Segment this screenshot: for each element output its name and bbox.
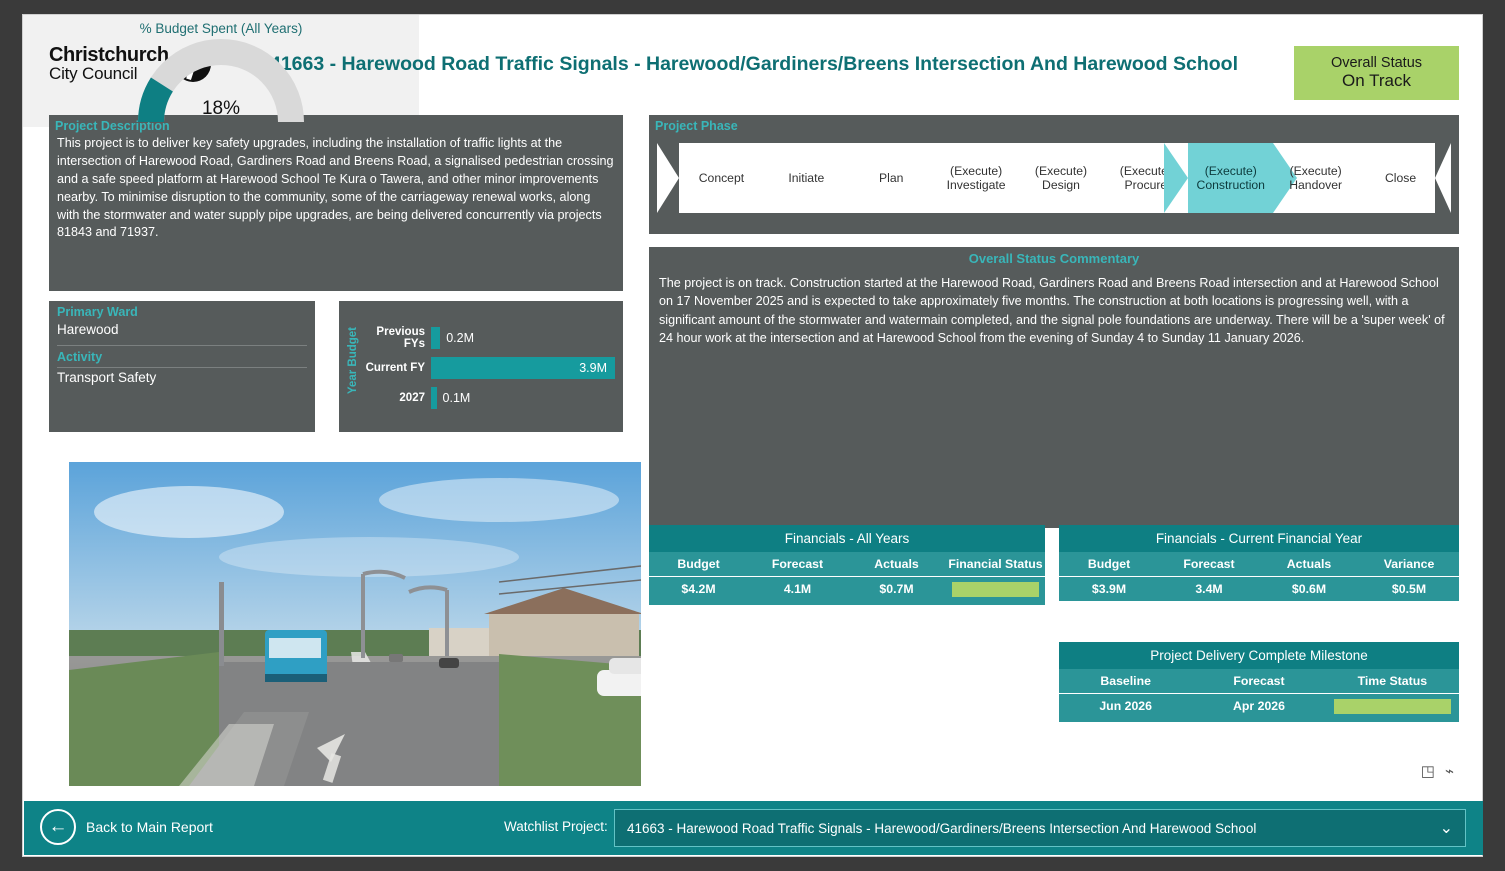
primary-ward-label: Primary Ward	[57, 305, 138, 319]
primary-ward-value: Harewood	[57, 322, 119, 337]
financials-all-years-header-row	[649, 552, 1045, 576]
cell-budget: $3.9M	[1059, 576, 1159, 601]
project-description-text: This project is to deliver key safety upgrades, including the installation of traffic lights at the intersection of Harewood Road, Gardiners Road and Breens Road, a signalised pedestrian crossing and a safe speed platform at Harewood School Te Kura o Tawera, and other minor improvements nearby. To minimise disruption to the community, some of the carriageway renewal works, along with the stormwater and water supply pipe upgrades, are being delivered concurrently via projects 81843 and 71937.	[57, 136, 614, 240]
cell-actuals: $0.7M	[847, 576, 946, 605]
year-budget-value: 0.1M	[442, 391, 471, 405]
gauge-title: % Budget Spent (All Years)	[139, 21, 303, 36]
page-title: 41663 - Harewood Road Traffic Signals - Harewood/Gardiners/Breens Intersection And Harewood School	[269, 53, 1238, 75]
column-header: Actuals	[1286, 557, 1332, 571]
year-budget-rows	[365, 323, 615, 413]
table-row	[1059, 576, 1459, 601]
phase-step-label-primary: (Execute)	[1289, 163, 1342, 178]
cell-forecast: 3.4M	[1159, 576, 1259, 601]
activity-value: Transport Safety	[57, 370, 157, 385]
watchlist-project-select[interactable]	[614, 809, 1466, 847]
column-header: Forecast	[1183, 557, 1235, 571]
column-header: Variance	[1383, 557, 1435, 571]
cell-actuals: $0.6M	[1259, 576, 1359, 601]
column-header: Financial Status	[948, 557, 1043, 571]
phase-step-label-secondary: Design	[1042, 178, 1080, 192]
phase-step-label-primary: Plan	[879, 170, 904, 185]
report-footer	[24, 801, 1483, 855]
table-row	[649, 576, 1045, 605]
phase-step-label-secondary: Handover	[1289, 178, 1343, 192]
cell-forecast: Apr 2026	[1192, 693, 1325, 722]
phase-step-4[interactable]	[934, 143, 1019, 213]
cell-forecast: 4.1M	[748, 576, 847, 605]
phase-step-label-primary: (Execute)	[1204, 163, 1257, 178]
year-budget-bar	[431, 357, 615, 379]
column-header: Actuals	[874, 557, 919, 571]
year-budget-row	[365, 323, 615, 353]
back-arrow-icon[interactable]: ←	[40, 809, 76, 845]
column-header: Budget	[1087, 557, 1131, 571]
financials-current-fy-header-row	[1059, 552, 1459, 576]
column-header: Forecast	[771, 557, 824, 571]
milestone-header-row	[1059, 669, 1459, 693]
project-photo	[69, 462, 641, 786]
year-budget-bar	[431, 327, 440, 349]
commentary-text: The project is on track. Construction started at the Harewood Road, Gardiners Road and Breens Road intersection and at Harewood School on 17 November 2025 and is expected to take approximately five months. The construction at both locations is progressing well, with a significant amount of the stormwater and watermain completed, and the signal pole foundations are underway. There will be a 'super week' of 24 hour work at the intersection and at Harewood School from the evening of Sunday 4 to Sunday 11 January 2026.	[659, 276, 1445, 345]
cell-variance: $0.5M	[1359, 576, 1459, 601]
org-name-line2: City Council	[49, 64, 138, 83]
phase-step-label-secondary: Construction	[1196, 178, 1265, 192]
phase-step-5[interactable]	[1019, 143, 1104, 213]
financials-current-fy-title: Financials - Current Financial Year	[1059, 525, 1459, 552]
project-phase-steps	[657, 143, 1451, 213]
cell-budget: $4.2M	[649, 576, 748, 605]
year-budget-bar-wrap	[431, 357, 615, 379]
status-badge	[1294, 46, 1459, 100]
year-budget-row	[365, 383, 615, 413]
year-budget-row-label: Previous FYs	[376, 326, 425, 350]
year-budget-row	[365, 353, 615, 383]
column-header: Baseline	[1100, 674, 1151, 688]
phase-step-7[interactable]	[1188, 143, 1273, 213]
status-badge-label: Overall Status	[1330, 55, 1423, 71]
gauge-arc	[137, 38, 305, 124]
phase-step-label-secondary: Investigate	[946, 178, 1006, 192]
phase-step-1[interactable]	[679, 143, 764, 213]
overall-status-commentary-panel	[649, 247, 1459, 528]
back-to-main-report-button[interactable]	[40, 809, 213, 845]
year-budget-chart	[339, 301, 623, 432]
phase-tail	[657, 143, 679, 213]
phase-step-label-primary: (Execute)	[950, 163, 1003, 178]
phase-step-label-primary: Concept	[698, 170, 745, 185]
project-description-title: Project Description	[55, 119, 170, 133]
phase-end-cap	[1435, 143, 1451, 213]
back-to-main-report-label: Back to Main Report	[86, 819, 213, 835]
year-budget-axis-label: Year Budget	[347, 327, 359, 395]
financial-status-chip	[952, 582, 1039, 597]
year-budget-bar-wrap	[431, 387, 615, 409]
cell-baseline: Jun 2026	[1059, 693, 1192, 722]
phase-step-label-secondary: Procure	[1124, 178, 1168, 192]
gauge-value: 18%	[201, 98, 241, 119]
phase-step-label-primary: (Execute)	[1034, 163, 1088, 178]
year-budget-bar-wrap	[431, 327, 615, 349]
org-name-line1: Christchurch	[49, 44, 169, 66]
project-phase-title: Project Phase	[655, 119, 738, 133]
phase-active-arrow-left	[1164, 143, 1188, 213]
primary-ward-panel	[49, 301, 315, 432]
filter-icon[interactable]: ⌁	[1444, 763, 1454, 780]
focus-mode-icon[interactable]: ◳	[1420, 763, 1435, 780]
status-badge-value: On Track	[1342, 71, 1411, 90]
milestone-title: Project Delivery Complete Milestone	[1059, 642, 1459, 669]
project-description-panel	[49, 115, 623, 291]
table-row	[1059, 693, 1459, 722]
project-phase-panel	[649, 115, 1459, 234]
column-header: Budget	[677, 557, 720, 571]
phase-step-label-primary: Initiate	[788, 170, 825, 185]
time-status-chip	[1334, 699, 1451, 714]
activity-label: Activity	[57, 350, 103, 364]
commentary-title: Overall Status Commentary	[968, 251, 1140, 266]
financials-all-years-table	[649, 525, 1045, 637]
phase-step-label-primary: (Execute)	[1119, 163, 1172, 178]
phase-step-3[interactable]	[849, 143, 934, 213]
watchlist-project-value: 41663 - Harewood Road Traffic Signals - Harewood/Gardiners/Breens Intersection And Harewood School	[627, 820, 1257, 836]
year-budget-value: 0.2M	[446, 331, 474, 345]
chevron-down-icon[interactable]: ⌄	[1439, 820, 1453, 837]
phase-step-label-primary: Close	[1384, 170, 1417, 185]
phase-step-2[interactable]	[764, 143, 849, 213]
watchlist-label: Watchlist Project:	[504, 819, 608, 834]
phase-step-8[interactable]	[1273, 143, 1358, 213]
report-page	[22, 14, 1483, 857]
project-photo-image	[69, 462, 641, 786]
project-delivery-milestone-table	[1059, 642, 1459, 754]
cell-financial-status	[946, 576, 1045, 605]
column-header: Time Status	[1357, 674, 1428, 688]
year-budget-value: 3.9M	[579, 361, 607, 375]
financials-all-years-title: Financials - All Years	[649, 525, 1045, 552]
column-header: Forecast	[1233, 674, 1285, 688]
financials-current-fy-table	[1059, 525, 1459, 637]
year-budget-row-label: 2027	[399, 392, 425, 404]
year-budget-row-label: Current FY	[365, 362, 425, 374]
phase-step-9[interactable]	[1358, 143, 1443, 213]
cell-time-status	[1326, 693, 1459, 722]
visual-tools	[1421, 762, 1454, 780]
